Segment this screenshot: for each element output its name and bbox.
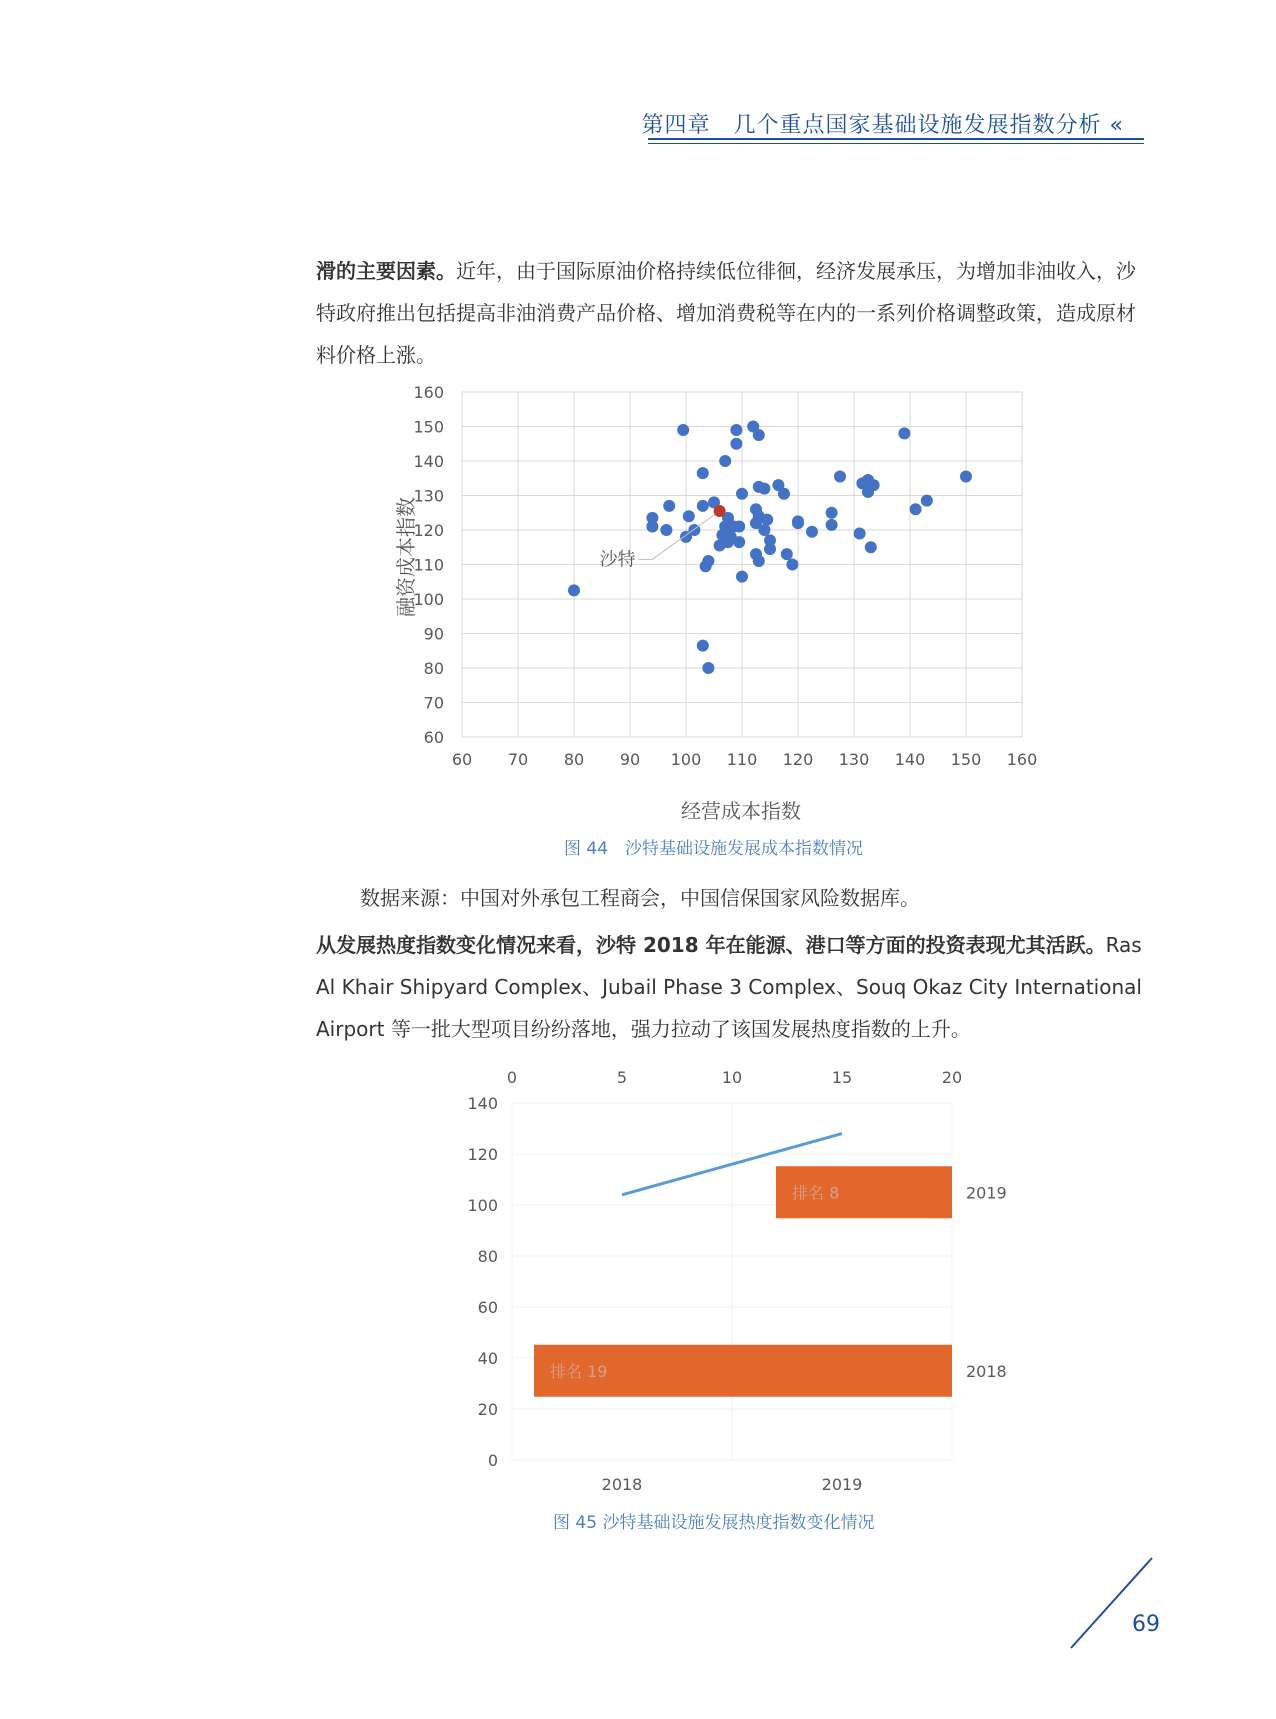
scatter-y-tick-labels [413, 383, 444, 747]
scatter-point [826, 507, 838, 519]
scatter-point [730, 424, 742, 436]
combo-y-tick-label: 0 [487, 1451, 498, 1470]
scatter-y-tick-label: 160 [413, 383, 444, 402]
combo-bar-category-label: 2018 [966, 1361, 1007, 1381]
combo-y-tick-label: 140 [467, 1094, 498, 1113]
combo-top-tick-label: 15 [831, 1068, 853, 1087]
scatter-x-tick-label: 140 [894, 750, 926, 769]
scatter-y-tick-label: 120 [413, 521, 444, 540]
scatter-point [854, 527, 866, 539]
scatter-point [758, 483, 770, 495]
scatter-point [733, 521, 745, 533]
scatter-point [792, 517, 804, 529]
scatter-point [697, 467, 709, 479]
scatter-y-tick-label: 150 [413, 417, 444, 437]
scatter-y-tick-label: 140 [413, 452, 444, 471]
scatter-point [786, 559, 798, 571]
figure-44-scatter-chart [380, 380, 1140, 850]
scatter-point [764, 543, 776, 555]
scatter-point [697, 500, 709, 512]
scatter-point [677, 424, 689, 436]
body-paragraph-2 [316, 924, 1144, 1050]
scatter-point [826, 519, 838, 531]
scatter-point [719, 455, 731, 467]
scatter-y-tick-label: 110 [413, 555, 444, 575]
scatter-annotation-label: 沙特 [599, 549, 636, 571]
combo-x-category-labels [602, 1475, 863, 1494]
combo-x-category-label: 2018 [601, 1475, 643, 1494]
combo-top-tick-labels [507, 1068, 962, 1087]
combo-bar-label: 排名 19 [550, 1361, 608, 1381]
scatter-point-highlight [714, 505, 726, 517]
header-rule [648, 138, 1144, 140]
combo-y-tick-label: 20 [477, 1400, 498, 1419]
combo-y-tick-label: 60 [477, 1298, 498, 1317]
scatter-point [697, 640, 709, 652]
scatter-point [736, 488, 748, 500]
scatter-point [778, 488, 790, 500]
scatter-point [921, 495, 933, 507]
scatter-point [761, 514, 773, 526]
combo-y-tick-label: 80 [477, 1247, 498, 1266]
scatter-x-tick-label: 100 [670, 750, 702, 769]
page-corner-slash [1065, 1555, 1165, 1655]
combo-bars [534, 1166, 1007, 1397]
combo-y-tick-labels [467, 1094, 498, 1470]
scatter-point [868, 479, 880, 491]
paragraph-2-bold: 从发展热度指数变化情况来看，沙特 2018 年在能源、港口等方面的投资表现尤其活跃。 [316, 933, 1106, 957]
scatter-x-tick-label: 150 [950, 750, 982, 769]
scatter-point [736, 571, 748, 583]
combo-y-tick-label: 40 [477, 1349, 498, 1368]
combo-top-tick-label: 10 [721, 1068, 743, 1087]
scatter-point [758, 524, 770, 536]
combo-bar-category-label: 2019 [966, 1183, 1007, 1203]
scatter-point [781, 548, 793, 560]
header-rule-thin [648, 143, 1144, 144]
scatter-y-tick-label: 100 [413, 590, 444, 609]
scatter-point [753, 429, 765, 441]
scatter-y-tick-label: 80 [423, 659, 444, 678]
figure-45-caption: 图 45 沙特基础设施发展热度指数变化情况 [553, 1513, 875, 1533]
combo-top-tick-label: 5 [616, 1068, 628, 1087]
paragraph-1-text: 近年，由于国际原油价格持续低位徘徊，经济发展承压，为增加非油收入，沙特政府推出包括提高非油消费产品价格、增加消费税等在内的一系列价格调整政策，造成原材料价格上涨。 [316, 259, 1136, 367]
scatter-point [898, 427, 910, 439]
scatter-y-tick-label: 130 [413, 486, 444, 506]
scatter-point [568, 584, 580, 596]
scatter-point [753, 555, 765, 567]
scatter-y-tick-label: 90 [423, 624, 444, 644]
data-source-note: 数据来源：中国对外承包工程商会，中国信保国家风险数据库。 [360, 886, 920, 910]
combo-top-tick-label: 0 [506, 1068, 518, 1087]
scatter-point [733, 536, 745, 548]
scatter-x-tick-label: 80 [563, 750, 585, 769]
scatter-x-tick-labels [452, 750, 1037, 769]
scatter-x-tick-label: 160 [1006, 750, 1038, 769]
scatter-x-tick-label: 130 [838, 750, 870, 769]
scatter-x-tick-label: 70 [507, 750, 529, 769]
scatter-point [834, 471, 846, 483]
scatter-point [865, 541, 877, 553]
combo-top-tick-label: 20 [941, 1068, 963, 1087]
paragraph-1-bold: 滑的主要因素。 [316, 259, 456, 283]
scatter-point [663, 500, 675, 512]
figure-45-combo-chart [450, 1065, 1010, 1495]
scatter-y-tick-label: 60 [423, 728, 444, 747]
scatter-x-axis-label: 经营成本指数 [681, 799, 801, 823]
scatter-point [702, 555, 714, 567]
scatter-points [568, 421, 972, 675]
scatter-point [806, 526, 818, 538]
combo-x-category-label: 2019 [821, 1475, 863, 1494]
combo-gridlines [512, 1103, 952, 1460]
scatter-point [960, 471, 972, 483]
scatter-y-axis-label: 融资成本指数 [394, 497, 418, 617]
scatter-point [646, 521, 658, 533]
scatter-point [702, 662, 714, 674]
combo-y-tick-label: 100 [467, 1196, 498, 1215]
scatter-x-tick-label: 60 [451, 750, 473, 769]
page-number: 69 [1132, 1612, 1160, 1637]
scatter-x-tick-label: 90 [619, 750, 641, 769]
scatter-point [660, 524, 672, 536]
paragraph-2-text: Ras Al Khair Shipyard Complex、Jubail Phase 3 Complex、Souq Okaz City International Airport 等一批大型项目纷纷落地，强力拉动了该国发展热度指数的上升。 [316, 933, 1142, 1041]
combo-bar-label: 排名 8 [792, 1183, 840, 1203]
scatter-point [910, 503, 922, 515]
scatter-x-tick-label: 110 [726, 750, 758, 769]
chapter-header: 第四章 几个重点国家基础设施发展指数分析 « [641, 113, 1124, 138]
scatter-y-tick-label: 70 [423, 693, 444, 713]
body-paragraph-1 [316, 250, 1144, 376]
figure-44-caption: 图 44 沙特基础设施发展成本指数情况 [564, 839, 864, 859]
scatter-point [683, 510, 695, 522]
scatter-x-tick-label: 120 [782, 750, 814, 769]
combo-y-tick-label: 120 [467, 1145, 498, 1164]
scatter-point [730, 438, 742, 450]
